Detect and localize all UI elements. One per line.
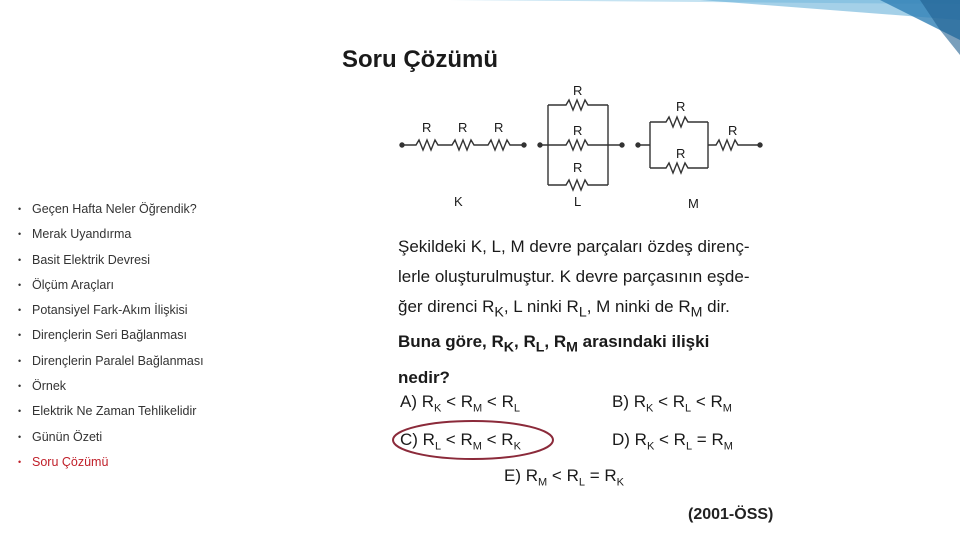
question-line: lerle oluşturulmuştur. K devre parçasının eşde- [398, 267, 750, 286]
circuit-label-m: M [688, 196, 699, 211]
agenda-item-label: Günün Özeti [32, 429, 103, 444]
option-c[interactable]: C) $R_L < R_M < R_K$ [400, 430, 521, 453]
resistor-label: R [458, 120, 468, 135]
circuit-diagram [390, 80, 800, 220]
option-d[interactable]: D) $R_K < R_L = R_M$ [612, 430, 733, 453]
question-line: Buna göre, $R_K$, $R_L$, $R_M$ arasındaki ilişki [398, 332, 710, 356]
option-e[interactable]: E) $R_M < R_L = R_K$ [504, 466, 624, 489]
option-a[interactable]: A) $R_K < R_M < R_L$ [400, 392, 520, 415]
bullet-icon: • [18, 355, 22, 366]
bullet-icon: • [18, 229, 22, 240]
resistor-label: R [676, 99, 686, 114]
option-b[interactable]: B) $R_K < R_L < R_M$ [612, 392, 732, 415]
agenda-item[interactable] [18, 200, 204, 225]
question-source: (2001-ÖSS) [688, 506, 774, 523]
bullet-icon: • [18, 431, 22, 442]
agenda-item[interactable] [18, 377, 204, 402]
resistor-label: R [676, 146, 686, 161]
agenda-item-label: Geçen Hafta Neler Öğrendik? [32, 202, 197, 216]
circuit-label-l: L [574, 194, 582, 209]
question-panel [390, 80, 800, 530]
agenda-item[interactable] [18, 352, 204, 377]
bullet-icon: • [18, 406, 22, 417]
agenda-item-label: Dirençlerin Paralel Bağlanması [32, 353, 204, 368]
agenda-item[interactable] [18, 301, 204, 326]
agenda-item-label: Basit Elektrik Devresi [32, 252, 151, 267]
question-line: nedir? [398, 367, 450, 387]
question-line: ğer direnci $R_K$, L ninki $R_L$, M ninki de $R_M$ dir. [398, 297, 730, 321]
agenda-item-label: Elektrik Ne Zaman Tehlikelidir [32, 404, 197, 419]
agenda-item[interactable] [18, 402, 204, 427]
bullet-icon: • [18, 254, 22, 265]
agenda-item[interactable] [18, 225, 204, 250]
resistor-label: R [422, 120, 432, 135]
circuit-label-k: K [454, 194, 463, 209]
agenda-item[interactable] [18, 251, 204, 276]
resistor-label: R [728, 123, 738, 138]
answer-highlight-ellipse [390, 418, 560, 464]
agenda-item-label: Soru Çözümü [32, 454, 109, 469]
resistor-label: R [494, 120, 504, 135]
resistor-label: R [573, 83, 583, 98]
agenda-item[interactable] [18, 326, 204, 351]
agenda-item-label: Ölçüm Araçları [32, 277, 114, 292]
slide-title: Soru Çözümü [342, 46, 498, 73]
bullet-icon: • [18, 381, 22, 392]
bullet-icon: • [18, 330, 22, 341]
agenda-item-label: Örnek [32, 379, 67, 394]
agenda-list [18, 200, 204, 478]
agenda-item-label: Dirençlerin Seri Bağlanması [32, 328, 187, 343]
agenda-item-label: Merak Uyandırma [32, 227, 132, 242]
agenda-item[interactable] [18, 428, 204, 453]
bullet-icon: • [18, 204, 22, 214]
bullet-icon: • [18, 456, 22, 467]
agenda-item[interactable] [18, 453, 204, 478]
resistor-label: R [573, 123, 583, 138]
resistor-label: R [573, 160, 583, 175]
question-line: Şekildeki K, L, M devre parçaları özdeş direnç- [398, 237, 750, 256]
question-text [398, 232, 798, 393]
agenda-item[interactable] [18, 276, 204, 301]
agenda-item-label: Potansiyel Fark-Akım İlişkisi [32, 303, 188, 318]
bullet-icon: • [18, 305, 22, 316]
bullet-icon: • [18, 279, 22, 290]
